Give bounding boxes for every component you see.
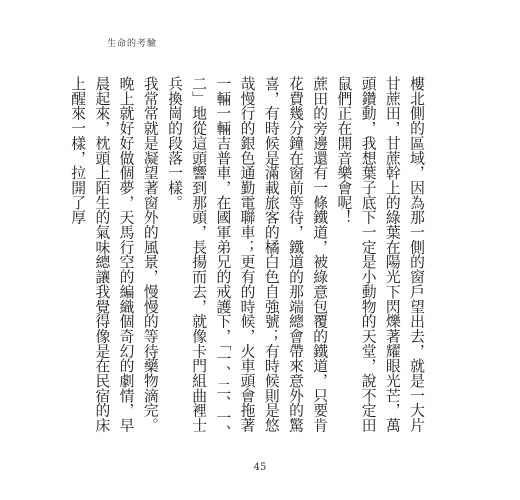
page-number: 45 — [253, 462, 267, 473]
paragraph: 樓北側的區域，因為那一側的窗戶望出去，就是一大片甘蔗田，甘蔗幹上的綠葉在陽光下閃爍著耀眼光芒，萬頭鑽動，我想葉子底下一定是小動物的天堂，說不定田鼠們正在開音樂會呢！ — [335, 76, 425, 433]
running-header: 生命的考驗 — [107, 39, 158, 49]
paragraph: 我常常就是凝望著窗外的風景，慢慢的等待藥物滴完。 — [141, 76, 159, 433]
paragraph: 晚上就好好做個夢，天馬行空的編織個奇幻的劇情，早晨起來，枕頭上陌生的氣味總讓我覺得像是在民宿的床上醒來一樣，拉開了厚 — [69, 76, 135, 433]
vertical-body-text — [69, 76, 428, 446]
paragraph: 蔗田的旁邊還有一條鐵道，被綠意包覆的鐵道，只要肯花費幾分鐘在窗前等待，鐵道的那端總會帶來意外的驚喜，有時候是滿載旅客的橘白色自強號；有時候則是悠哉慢行的銀色通勤電聯車；更有的時候，火車頭會拖著一輛一輛吉普車，在國軍弟兄的戒護下，「一、二、一、二」地從這頭響到那頭，長揚而去，就像卡門組曲裡士兵換崗的段落一樣。 — [165, 76, 329, 440]
